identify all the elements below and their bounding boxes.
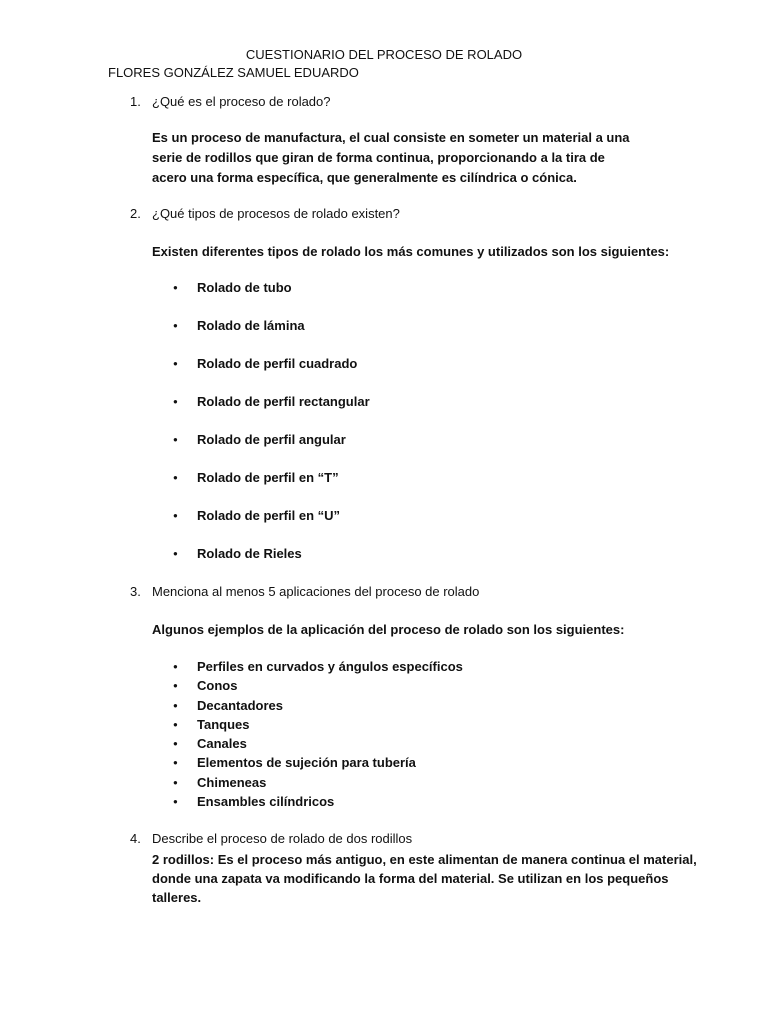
question-text: Describe el proceso de rolado de dos rodillos — [152, 831, 413, 846]
list-item: ● Rolado de lámina — [173, 317, 370, 355]
list-item: ● Rolado de Rieles — [173, 545, 370, 583]
answer-3: Algunos ejemplos de la aplicación del proceso de rolado son los siguientes: — [152, 622, 625, 637]
list-item: ● Rolado de perfil cuadrado — [173, 355, 370, 393]
question-4 — [130, 831, 412, 846]
question-number: 3. — [130, 584, 141, 599]
question-text: ¿Qué es el proceso de rolado? — [152, 94, 331, 109]
list-item: ● Perfiles en curvados y ángulos específicos — [173, 658, 463, 677]
process-types-list — [173, 279, 370, 583]
question-number: 2. — [130, 206, 141, 221]
list-item: ● Rolado de perfil en “U” — [173, 507, 370, 545]
list-item: ● Canales — [173, 735, 463, 754]
question-3 — [130, 584, 479, 599]
list-item: ● Tanques — [173, 716, 463, 735]
question-text: Menciona al menos 5 aplicaciones del proceso de rolado — [152, 584, 480, 599]
list-item: ● Rolado de perfil angular — [173, 431, 370, 469]
list-item: ● Ensambles cilíndricos — [173, 793, 463, 812]
answer-1: Es un proceso de manufactura, el cual consiste en someter un material a una serie de rodillos que giran de forma continua, proporcionando a la tira de acero una forma específica, que generalmente es cilíndrica o cónica. — [152, 130, 630, 185]
question-number: 1. — [130, 94, 141, 109]
applications-list — [173, 658, 463, 812]
question-1 — [130, 94, 331, 109]
list-item: ● Decantadores — [173, 697, 463, 716]
list-item: ● Elementos de sujeción para tubería — [173, 754, 463, 773]
answer-2: Existen diferentes tipos de rolado los más comunes y utilizados son los siguientes: — [152, 244, 670, 259]
answer-4: 2 rodillos: Es el proceso más antiguo, en este alimentan de manera continua el material, donde una zapata va modificando la forma del material. Se utilizan en los pequeños talleres. — [152, 852, 697, 905]
document-title: CUESTIONARIO DEL PROCESO DE ROLADO — [245, 47, 523, 62]
list-item: ● Rolado de tubo — [173, 279, 370, 317]
list-item: ● Rolado de perfil en “T” — [173, 469, 370, 507]
question-text: ¿Qué tipos de procesos de rolado existen? — [152, 206, 400, 221]
list-item: ● Chimeneas — [173, 774, 463, 793]
list-item: ● Rolado de perfil rectangular — [173, 393, 370, 431]
question-2 — [130, 206, 400, 221]
list-item: ● Conos — [173, 677, 463, 696]
question-number: 4. — [130, 831, 141, 846]
document-author: FLORES GONZÁLEZ SAMUEL EDUARDO — [108, 65, 359, 80]
